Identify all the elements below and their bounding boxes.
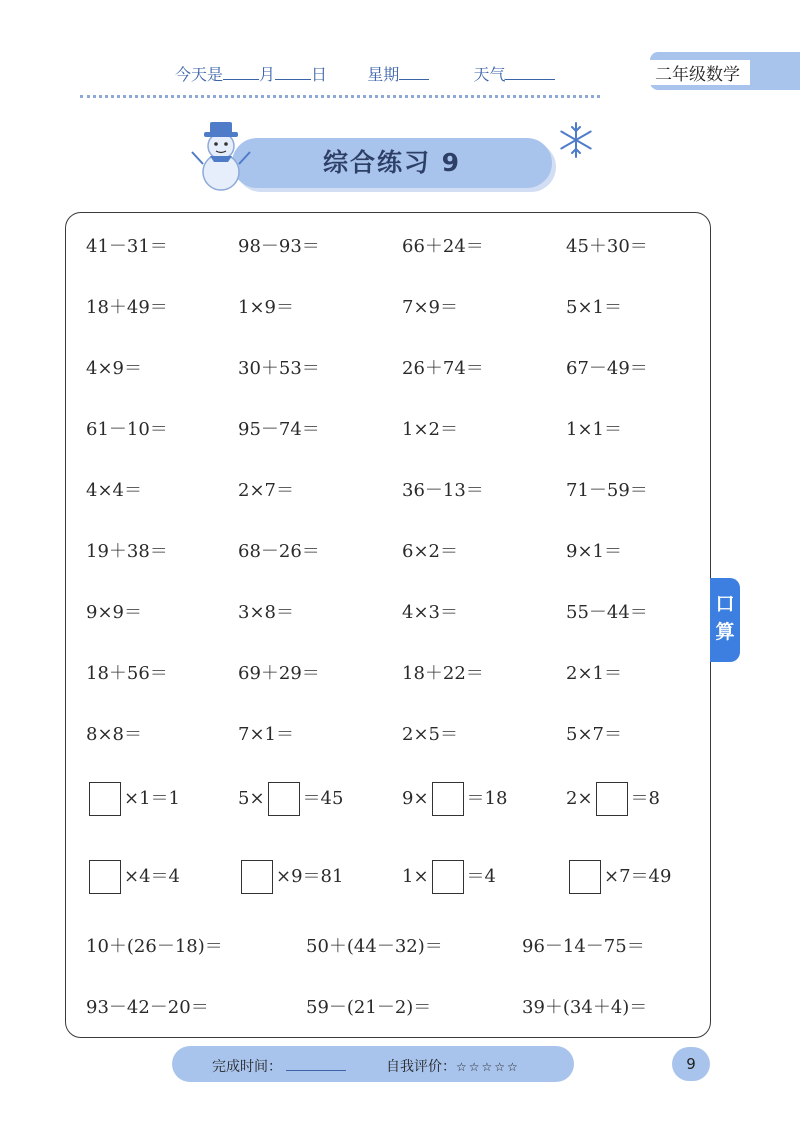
problem: 1×1＝ [566,419,622,440]
page-number: 9 [672,1047,710,1081]
snowman-icon [188,112,254,192]
answer-box[interactable] [569,860,601,894]
problem: 2×5＝ [402,724,458,745]
problem: 71－59＝ [566,480,648,501]
problem: 66＋24＝ [402,236,484,257]
weather-label: 天气 [473,65,506,84]
problem: 55－44＝ [566,602,648,623]
mixed-problem: 39＋(34＋4)＝ [522,997,648,1018]
date-weather-line [175,62,555,85]
problem: 6×2＝ [402,541,458,562]
answer-box[interactable] [268,782,300,816]
completion-time-blank[interactable] [286,1058,346,1071]
fill-box-problem [86,860,180,894]
footer-bar [172,1046,574,1082]
mixed-problem: 59－(21－2)＝ [306,997,432,1018]
answer-box[interactable] [89,860,121,894]
problem: 8×8＝ [86,724,142,745]
mixed-problem: 50＋(44－32)＝ [306,936,443,957]
problem: 18＋56＝ [86,663,168,684]
problem-prefix: 9× [402,788,429,809]
problem-prefix: 2× [566,788,593,809]
problem: 5×1＝ [566,297,622,318]
answer-box[interactable] [596,782,628,816]
completion-time-label: 完成时间： [212,1059,282,1075]
fill-box-problem [86,782,180,816]
fill-box-problem [238,860,343,894]
problem: 9×9＝ [86,602,142,623]
week-label: 星期 [367,65,400,84]
self-evaluation [386,1056,520,1076]
fill-box-problem [402,782,507,816]
problem: 7×9＝ [402,297,458,318]
problem: 5×7＝ [566,724,622,745]
problem: 18＋22＝ [402,663,484,684]
page-title: 综合练习 9 [322,148,462,177]
completion-time [212,1056,346,1076]
problem: 1×2＝ [402,419,458,440]
problem-prefix: 5× [238,788,265,809]
side-tab-oral-calc [710,578,740,662]
snowflake-icon [556,120,596,160]
grade-label: 二年级数学 [645,60,750,85]
problem: 26＋74＝ [402,358,484,379]
problem-suffix: ＝4 [466,866,496,887]
problem: 2×1＝ [566,663,622,684]
today-label: 今天是 [175,65,224,84]
mixed-problem: 96－14－75＝ [522,936,645,957]
weather-blank[interactable] [505,65,555,80]
problem: 18＋49＝ [86,297,168,318]
answer-box[interactable] [241,860,273,894]
problem-suffix: ×4＝4 [124,866,180,887]
problem: 98－93＝ [238,236,320,257]
problem-suffix: ＝8 [630,788,660,809]
problem: 7×1＝ [238,724,294,745]
problem: 9×1＝ [566,541,622,562]
header-dotted-divider [80,95,600,98]
fill-box-problem [402,860,496,894]
exercise-box [65,212,711,1038]
problem: 4×9＝ [86,358,142,379]
fill-box-problem [238,782,343,816]
problem-suffix: ＝18 [466,788,508,809]
problem-suffix: ×9＝81 [276,866,344,887]
problem: 1×9＝ [238,297,294,318]
problem: 30＋53＝ [238,358,320,379]
month-label: 月 [259,65,276,84]
problem: 19＋38＝ [86,541,168,562]
self-evaluation-label: 自我评价： [386,1059,456,1075]
month-blank[interactable] [223,65,259,80]
problem: 4×4＝ [86,480,142,501]
mixed-problem: 10＋(26－18)＝ [86,936,223,957]
problem: 45＋30＝ [566,236,648,257]
problem: 36－13＝ [402,480,484,501]
answer-box[interactable] [432,860,464,894]
rating-stars[interactable]: ☆☆☆☆☆ [456,1060,520,1074]
problem: 3×8＝ [238,602,294,623]
fill-box-problem [566,860,671,894]
problem: 95－74＝ [238,419,320,440]
problem-prefix: 1× [402,866,429,887]
problem-suffix: ×1＝1 [124,788,180,809]
answer-box[interactable] [89,782,121,816]
problem-suffix: ×7＝49 [604,866,672,887]
mixed-problem: 93－42－20＝ [86,997,209,1018]
problem: 4×3＝ [402,602,458,623]
side-tab-char-2: 算 [715,621,735,643]
problem: 69＋29＝ [238,663,320,684]
problem: 61－10＝ [86,419,168,440]
problem: 41－31＝ [86,236,168,257]
answer-box[interactable] [432,782,464,816]
problem: 68－26＝ [238,541,320,562]
side-tab-char-1: 口 [715,593,735,615]
problem-suffix: ＝45 [302,788,344,809]
week-blank[interactable] [399,65,429,80]
problem: 67－49＝ [566,358,648,379]
problem: 2×7＝ [238,480,294,501]
fill-box-problem [566,782,660,816]
day-label: 日 [311,65,328,84]
day-blank[interactable] [275,65,311,80]
